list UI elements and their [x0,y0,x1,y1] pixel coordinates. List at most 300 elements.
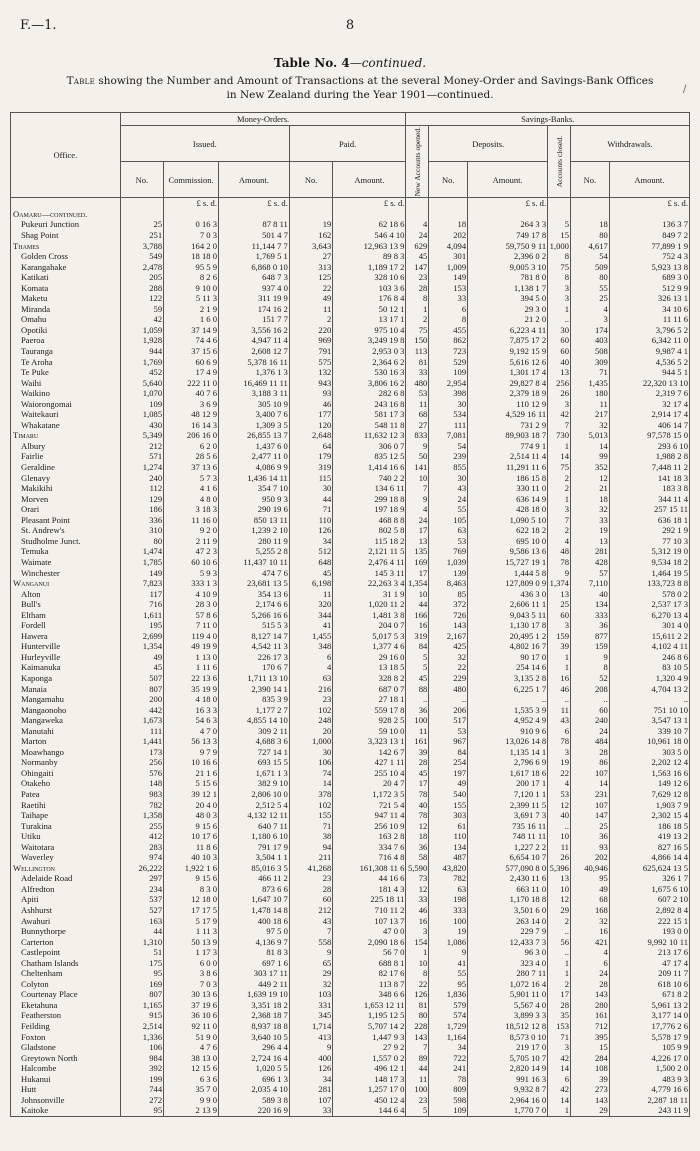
table-row [11,652,690,663]
cell-deposits-no: 24 [429,494,468,505]
cell-withdrawals-no: 57 [570,568,609,579]
cell-commission: 4 18 0 [164,694,219,705]
cell-deposits-no: 109 [429,367,468,378]
cell-withdrawals-amount: 618 10 6 [609,979,689,990]
cell-deposits-no: 153 [429,283,468,294]
table-row [11,346,690,357]
cell-deposits-amount: 9,005 3 10 [468,262,548,273]
cell-deposits-amount: .. [468,694,548,705]
cell-accounts-closed: 19 [548,757,571,768]
cell-issued-no: 255 [120,821,163,832]
units-commission: £ s. d. [164,198,219,209]
cell-withdrawals-amount: 5,578 17 9 [609,1032,689,1043]
cell-withdrawals-amount: 944 5 1 [609,367,689,378]
office-name: Turakina [11,821,121,832]
cell-issued-no: 430 [120,420,163,431]
cell-accounts-closed: 3 [548,399,571,410]
cell-new-accounts: 18 [406,831,429,842]
office-name: Glenavy [11,473,121,484]
cell-paid-amount: 29 16 0 [333,652,406,663]
cell-withdrawals-no: 32 [570,420,609,431]
cell-commission: 5 15 6 [164,778,219,789]
cell-withdrawals-no: 309 [570,357,609,368]
cell-accounts-closed: 48 [548,546,571,557]
cell-deposits-no: 43 [429,483,468,494]
cell-deposits-no: 1,836 [429,989,468,1000]
cell-issued-amount: 400 18 6 [219,916,290,927]
cell-issued-amount: 26,855 13 7 [219,430,290,441]
cell-accounts-closed: 6 [548,726,571,737]
office-name: Hukanui [11,1074,121,1085]
cell-paid-no: 74 [289,768,332,779]
cell-issued-no: 3,788 [120,241,163,252]
cell-commission: 1 17 3 [164,947,219,958]
table-row [11,831,690,842]
cell-new-accounts: 7 [406,483,429,494]
table-head [11,113,690,198]
cell-paid-no: 103 [289,989,332,1000]
cell-commission: 4 7 0 [164,726,219,737]
cell-deposits-amount: 1,138 1 7 [468,283,548,294]
cell-issued-no: 200 [120,694,163,705]
cell-withdrawals-amount: 4,102 4 11 [609,641,689,652]
cell-new-accounts: 40 [406,800,429,811]
cell-deposits-amount: 5,616 12 6 [468,357,548,368]
cell-paid-no: 413 [289,1032,332,1043]
cell-paid-amount: 1,377 4 6 [333,641,406,652]
cell-withdrawals-no: 49 [570,884,609,895]
cell-paid-amount: 721 5 4 [333,800,406,811]
cell-paid-no: 248 [289,715,332,726]
cell-issued-no: 111 [120,726,163,737]
cell-withdrawals-no: 428 [570,557,609,568]
cell-paid-amount: 1,557 0 2 [333,1053,406,1064]
cell-commission: 12 18 0 [164,894,219,905]
office-name: Pukeuri Junction [11,219,121,230]
cell-accounts-closed: 2 [548,483,571,494]
cell-issued-no: 112 [120,483,163,494]
cell-issued-amount: 1,671 1 3 [219,768,290,779]
cell-new-accounts: 154 [406,937,429,948]
cell-commission: 1 6 0 [164,314,219,325]
office-name: Utiku [11,831,121,842]
cell-withdrawals-no [570,209,609,220]
cell-issued-amount: 4,947 11 4 [219,335,290,346]
col-issued-no: No. [120,162,163,198]
cell-deposits-amount: 9,043 5 11 [468,610,548,621]
cell-issued-no: 175 [120,958,163,969]
office-name: Morven [11,494,121,505]
cell-withdrawals-amount: 751 10 10 [609,705,689,716]
cell-deposits-amount: 1,227 2 2 [468,842,548,853]
cell-issued-no: 1,769 [120,357,163,368]
cell-issued-no: 122 [120,293,163,304]
units-spacer [289,198,332,209]
cell-withdrawals-amount: 213 17 6 [609,947,689,958]
table-row [11,335,690,346]
cell-withdrawals-no: 33 [570,515,609,526]
office-name: Komata [11,283,121,294]
cell-paid-amount: 710 11 2 [333,905,406,916]
cell-new-accounts: 17 [406,525,429,536]
cell-paid-no: 558 [289,937,332,948]
cell-withdrawals-amount: 1,500 2 0 [609,1063,689,1074]
cell-withdrawals-amount: 141 18 3 [609,473,689,484]
new-accounts-label: New Accounts opened. [412,127,422,197]
table-row [11,1105,690,1116]
cell-issued-amount: 4,132 12 11 [219,810,290,821]
office-name: Maketu [11,293,121,304]
cell-new-accounts: 2 [406,314,429,325]
cell-withdrawals-amount: 293 6 10 [609,441,689,452]
cell-commission: 6 3 6 [164,1074,219,1085]
cell-withdrawals-amount: 2,537 17 3 [609,599,689,610]
cell-new-accounts: 11 [406,726,429,737]
cell-commission: 95 5 9 [164,262,219,273]
cell-paid-no: 20 [289,726,332,737]
cell-accounts-closed: .. [548,694,571,705]
table-row [11,747,690,758]
cell-issued-amount: 280 11 9 [219,536,290,547]
cell-accounts-closed: 15 [548,230,571,241]
cell-withdrawals-amount: 607 2 10 [609,894,689,905]
cell-issued-amount: 1,436 14 11 [219,473,290,484]
cell-deposits-no: 30 [429,473,468,484]
cell-withdrawals-amount: 3,796 5 2 [609,325,689,336]
cell-new-accounts: 44 [406,599,429,610]
cell-issued-amount: 1,711 13 10 [219,673,290,684]
cell-withdrawals-amount: 257 15 11 [609,504,689,515]
cell-withdrawals-no: 13 [570,536,609,547]
cell-deposits-amount: 29 3 0 [468,304,548,315]
cell-new-accounts: 8 [406,293,429,304]
cell-deposits-amount: 622 18 2 [468,525,548,536]
office-name: Timaru [11,430,121,441]
cell-withdrawals-no: 421 [570,937,609,948]
cell-accounts-closed: 3 [548,504,571,515]
table-row [11,209,690,220]
cell-deposits-no: 540 [429,789,468,800]
cell-accounts-closed: 42 [548,409,571,420]
cell-issued-amount: 8,127 14 7 [219,631,290,642]
table-row [11,494,690,505]
cell-deposits-amount: 774 9 1 [468,441,548,452]
table-row [11,905,690,916]
cell-new-accounts: 33 [406,894,429,905]
cell-issued-amount: 382 9 10 [219,778,290,789]
cell-issued-no: 212 [120,441,163,452]
cell-commission: 11 16 0 [164,515,219,526]
cell-issued-amount: 693 15 5 [219,757,290,768]
cell-issued-no: 1,336 [120,1032,163,1043]
cell-withdrawals-amount: 578 0 2 [609,589,689,600]
cell-accounts-closed: 60 [548,610,571,621]
units-spacer [429,198,468,209]
cell-commission: 119 4 0 [164,631,219,642]
cell-issued-no: 1,441 [120,736,163,747]
cell-paid-no: 93 [289,388,332,399]
units-spacer [120,198,163,209]
table-row [11,916,690,927]
cell-commission: 5 9 3 [164,568,219,579]
table-row [11,884,690,895]
cell-deposits-amount: 436 3 0 [468,589,548,600]
cell-new-accounts: 100 [406,715,429,726]
cell-withdrawals-amount: 149 12 6 [609,778,689,789]
document-code: F.—1. [20,18,57,33]
cell-commission: 1,922 1 6 [164,863,219,874]
cell-deposits-no: 84 [429,747,468,758]
cell-withdrawals-no: 19 [570,525,609,536]
cell-deposits-amount: 1,301 17 4 [468,367,548,378]
office-name: Halcombe [11,1063,121,1074]
cell-deposits-amount: 428 18 0 [468,504,548,515]
cell-paid-amount: 450 12 4 [333,1095,406,1106]
cell-paid-no: 1,455 [289,631,332,642]
cell-withdrawals-amount: 1,903 7 9 [609,800,689,811]
cell-issued-no: 744 [120,1084,163,1095]
cell-accounts-closed: 1 [548,494,571,505]
cell-deposits-no: 155 [429,800,468,811]
cell-withdrawals-amount: 625,624 13 5 [609,863,689,874]
cell-deposits-no: 198 [429,894,468,905]
cell-deposits-amount: 6,654 10 7 [468,852,548,863]
cell-new-accounts: 75 [406,325,429,336]
cell-withdrawals-no: 159 [570,641,609,652]
cell-paid-no: 9 [289,1042,332,1053]
cell-withdrawals-amount: 2,319 7 6 [609,388,689,399]
cell-deposits-no: 9 [429,947,468,958]
table-row [11,989,690,1000]
cell-paid-amount: 176 8 4 [333,293,406,304]
cell-new-accounts: 228 [406,1021,429,1032]
cell-paid-amount: 740 2 2 [333,473,406,484]
cell-issued-amount: 466 11 2 [219,873,290,884]
cell-issued-amount: 2,174 6 6 [219,599,290,610]
office-name: Studholme Junct. [11,536,121,547]
cell-withdrawals-amount: 6,270 13 4 [609,610,689,621]
cell-withdrawals-amount: 246 8 6 [609,652,689,663]
table-row [11,399,690,410]
cell-issued-no: 944 [120,346,163,357]
cell-issued-no: 915 [120,1010,163,1021]
cell-paid-no: 115 [289,473,332,484]
cell-commission: 8 2 6 [164,272,219,283]
cell-commission: 60 6 9 [164,357,219,368]
cell-paid-no: 1,714 [289,1021,332,1032]
cell-issued-no: 527 [120,905,163,916]
cell-paid-no: 1,000 [289,736,332,747]
cell-deposits-amount: 90 17 0 [468,652,548,663]
cell-paid-amount: 1,195 12 5 [333,1010,406,1021]
cell-issued-amount: 81 8 3 [219,947,290,958]
cell-deposits-no: 63 [429,884,468,895]
cell-withdrawals-no: 29 [570,1105,609,1116]
cell-deposits-amount: 254 14 6 [468,662,548,673]
table-row [11,1074,690,1085]
table-row [11,241,690,252]
cell-new-accounts: 27 [406,420,429,431]
cell-deposits-no: 61 [429,821,468,832]
cell-commission: 74 4 6 [164,335,219,346]
cell-deposits-no: 534 [429,409,468,420]
cell-paid-amount: 835 12 5 [333,451,406,462]
office-name: Orari [11,504,121,515]
cell-new-accounts: 9 [406,494,429,505]
cell-withdrawals-no: 281 [570,546,609,557]
cell-paid-no: 63 [289,673,332,684]
cell-issued-amount: 2,390 14 1 [219,684,290,695]
cell-paid-no: 162 [289,230,332,241]
cell-withdrawals-no: 4 [570,947,609,958]
cell-issued-no: 26,222 [120,863,163,874]
cell-issued-amount: 3,400 7 6 [219,409,290,420]
cell-paid-amount: 20 4 7 [333,778,406,789]
cell-new-accounts: 50 [406,451,429,462]
cell-new-accounts: 12 [406,884,429,895]
cell-accounts-closed: 22 [548,768,571,779]
table-row [11,1063,690,1074]
col-paid-amount: Amount. [333,162,406,198]
cell-paid-no: 211 [289,852,332,863]
cell-new-accounts: 45 [406,673,429,684]
cell-withdrawals-amount: .. [609,694,689,705]
cell-commission: 222 11 0 [164,378,219,389]
cell-accounts-closed: .. [548,947,571,958]
cell-withdrawals-no: 4 [570,304,609,315]
cell-deposits-no: 110 [429,831,468,842]
cell-deposits-no: 722 [429,1053,468,1064]
cell-withdrawals-amount: 9,987 4 1 [609,346,689,357]
cell-deposits-amount: 110 12 9 [468,399,548,410]
cell-accounts-closed: 14 [548,451,571,462]
cell-withdrawals-no: 202 [570,852,609,863]
cell-new-accounts: 46 [406,905,429,916]
cell-deposits-amount: 1,090 5 10 [468,515,548,526]
table-row [11,947,690,958]
cell-deposits-no: 7,081 [429,430,468,441]
cell-paid-no: 41 [289,620,332,631]
cell-issued-amount: 937 4 0 [219,283,290,294]
cell-issued-amount: 2,035 4 10 [219,1084,290,1095]
cell-deposits-amount: 1,770 7 0 [468,1105,548,1116]
cell-paid-amount: 3,249 19 8 [333,335,406,346]
cell-accounts-closed: 46 [548,684,571,695]
cell-new-accounts: 23 [406,1095,429,1106]
cell-deposits-no: 2,167 [429,631,468,642]
cell-commission: 28 5 6 [164,451,219,462]
cell-paid-amount: 468 8 8 [333,515,406,526]
cell-issued-amount: 791 17 9 [219,842,290,853]
cell-issued-amount: 151 7 7 [219,314,290,325]
cell-paid-amount: 1,481 3 8 [333,610,406,621]
cell-issued-amount: 97 5 0 [219,926,290,937]
cell-withdrawals-no: 231 [570,789,609,800]
cell-paid-amount: 581 17 3 [333,409,406,420]
cell-commission [164,209,219,220]
cell-deposits-no: 254 [429,757,468,768]
cell-deposits-no: 487 [429,852,468,863]
cell-issued-no: 807 [120,989,163,1000]
table-row [11,473,690,484]
cell-withdrawals-amount [609,209,689,220]
office-name: Feilding [11,1021,121,1032]
col-paid: Paid. [289,126,406,162]
cell-accounts-closed: 1 [548,968,571,979]
cell-deposits-amount: 9,192 15 9 [468,346,548,357]
office-name: Pleasant Point [11,515,121,526]
cell-paid-amount: 687 0 7 [333,684,406,695]
cell-accounts-closed: 16 [548,673,571,684]
cell-withdrawals-amount: 5,961 13 2 [609,1000,689,1011]
cell-issued-no: 336 [120,515,163,526]
cell-paid-amount: 328 10 6 [333,272,406,283]
cell-deposits-no: 34 [429,1042,468,1053]
cell-commission: 1 13 0 [164,652,219,663]
cell-paid-no: 648 [289,557,332,568]
cell-withdrawals-no: 509 [570,262,609,273]
cell-accounts-closed: 5,396 [549,862,569,873]
cell-issued-no: 163 [120,916,163,927]
cell-new-accounts: 4 [406,504,429,515]
cell-issued-no: 106 [120,1042,163,1053]
cell-commission: 5 17 9 [164,916,219,927]
office-name: Kaponga [11,673,121,684]
cell-accounts-closed: 2 [548,916,571,927]
office-name: Eketahuna [11,1000,121,1011]
cell-commission: 9 9 0 [164,1095,219,1106]
cell-deposits-amount: 4,529 16 11 [468,409,548,420]
cell-accounts-closed: 159 [548,631,571,642]
cell-withdrawals-no: 284 [570,1053,609,1064]
cell-paid-no: 4 [289,662,332,673]
cell-paid-amount: 716 4 8 [333,852,406,863]
cell-deposits-amount: 186 15 8 [468,473,548,484]
cell-commission: 9 15 6 [164,821,219,832]
cell-commission: 3 8 6 [164,968,219,979]
office-name: Normanby [11,757,121,768]
cell-deposits-no [429,209,468,220]
table-row [11,420,690,431]
cell-deposits-no: 30 [429,399,468,410]
cell-paid-no: 43 [289,916,332,927]
cell-new-accounts: 126 [406,989,429,1000]
cell-new-accounts: 5,590 [407,862,428,873]
cell-paid-amount: 181 4 3 [333,884,406,895]
cell-new-accounts: 24 [406,515,429,526]
cell-deposits-amount: 4,952 4 9 [468,715,548,726]
cell-paid-no: 46 [289,399,332,410]
cell-paid-amount: 47 0 0 [333,926,406,937]
cell-withdrawals-no: 32 [570,504,609,515]
cell-issued-no: 2,699 [120,631,163,642]
cell-issued-amount: 5,266 16 6 [219,610,290,621]
cell-deposits-no: 206 [429,705,468,716]
table-row [11,536,690,547]
cell-paid-amount: 107 13 7 [333,916,406,927]
cell-issued-no: 1,358 [120,810,163,821]
cell-deposits-amount: 11,291 11 6 [468,462,548,473]
cell-accounts-closed: 3 [548,283,571,294]
table-row [11,789,690,800]
table-row [11,515,690,526]
cell-withdrawals-no: 15 [570,1042,609,1053]
cell-deposits-no: 598 [429,1095,468,1106]
cell-paid-no: 41,268 [289,863,332,874]
cell-accounts-closed: 730 [548,430,571,441]
cell-deposits-no: 855 [429,462,468,473]
cell-deposits-amount: 9,586 13 6 [468,546,548,557]
